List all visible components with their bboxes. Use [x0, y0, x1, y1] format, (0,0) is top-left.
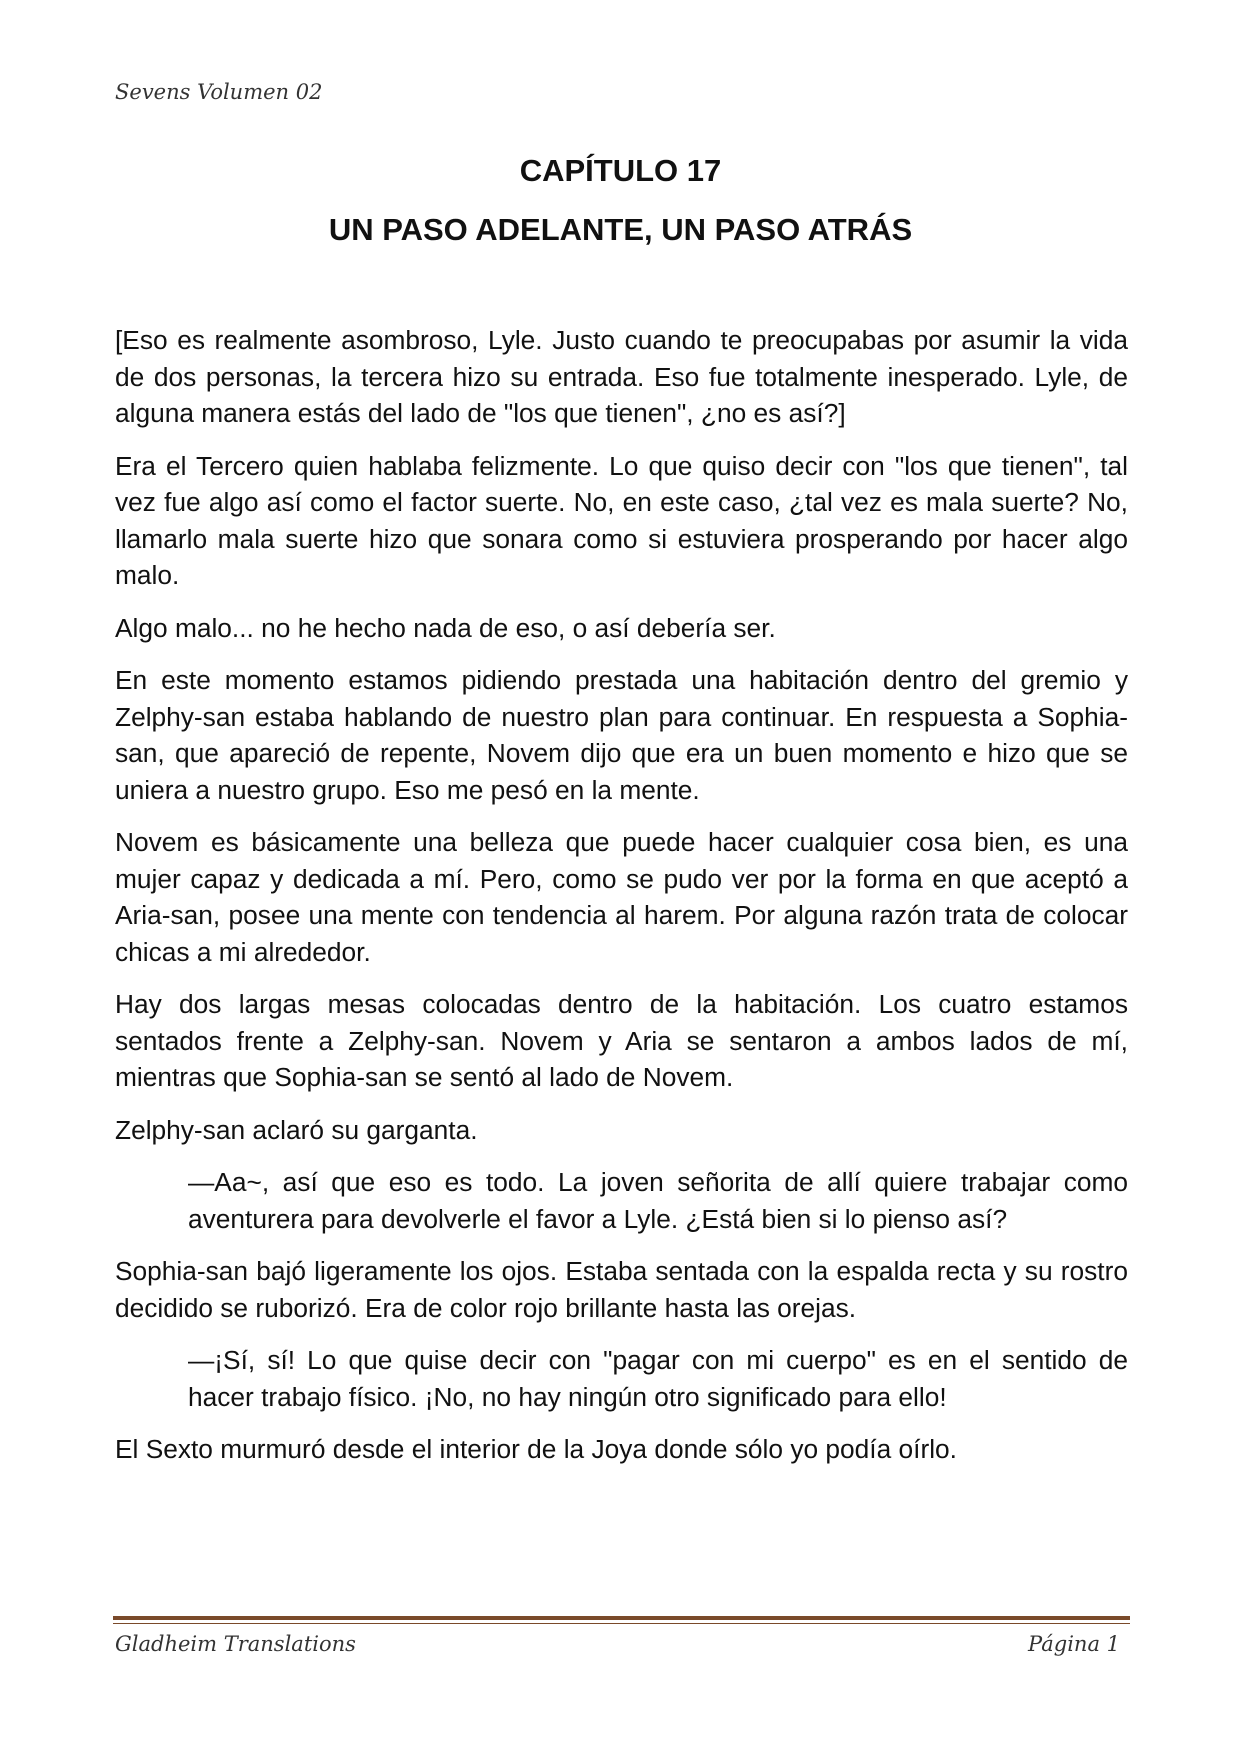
- footer-rule: [113, 1616, 1130, 1620]
- paragraph: Sophia-san bajó ligeramente los ojos. Estaba sentada con la espalda recta y su rostro decidido se ruborizó. Era de color rojo brillante hasta las orejas.: [115, 1256, 1128, 1323]
- running-header: Sevens Volumen 02: [115, 80, 323, 104]
- paragraph: El Sexto murmuró desde el interior de la Joya donde sólo yo podía oírlo.: [115, 1434, 957, 1464]
- paragraph: Novem es básicamente una belleza que puede hacer cualquier cosa bien, es una mujer capaz y dedicada a mí. Pero, como se pudo ver por la forma en que aceptó a Aria-san, posee una mente con tendencia al harem. Por alguna razón trata de colocar chicas a mi alrededor.: [115, 827, 1128, 967]
- paragraph: [Eso es realmente asombroso, Lyle. Justo cuando te preocupabas por asumir la vida de dos personas, la tercera hizo su entrada. Eso fue totalmente inesperado. Lyle, de alguna manera estás del lado de "los que tienen", ¿no es así?]: [115, 325, 1128, 428]
- paragraph: Algo malo... no he hecho nada de eso, o así debería ser.: [115, 612, 776, 643]
- footer-rule-thin: [113, 1623, 1130, 1624]
- paragraph: Zelphy-san aclaró su garganta.: [115, 1114, 478, 1145]
- dialogue-paragraph: —Aa~, así que eso es todo. La joven señorita de allí quiere trabajar como aventurera para devolverle el favor a Lyle. ¿Está bien si lo pienso así?: [188, 1167, 1128, 1234]
- chapter-title: UN PASO ADELANTE, UN PASO ATRÁS: [328, 212, 913, 247]
- paragraph: En este momento estamos pidiendo prestada una habitación dentro del gremio y Zelphy-san estaba hablando de nuestro plan para continuar. En respuesta a Sophia-san, que apareció de repente, Novem dijo que era un buen momento e hizo que se uniera a nuestro grupo. Eso me pesó en la mente.: [115, 665, 1128, 805]
- paragraph: Era el Tercero quien hablaba felizmente. Lo que quiso decir con "los que tienen", tal vez fue algo así como el factor suerte. No, en este caso, ¿tal vez es mala suerte? No, llamarlo mala suerte hizo que sonara como si estuviera prosperando por hacer algo malo.: [115, 450, 1128, 590]
- chapter-number: CAPÍTULO 17: [519, 153, 722, 188]
- footer-publisher: Gladheim Translations: [115, 1632, 356, 1656]
- chapter-body: [115, 322, 1128, 1484]
- page-number: Página 1: [1028, 1632, 1120, 1656]
- dialogue-paragraph: —¡Sí, sí! Lo que quise decir con "pagar con mi cuerpo" es en el sentido de hacer trabajo físico. ¡No, no hay ningún otro significado para ello!: [188, 1345, 1128, 1412]
- paragraph: Hay dos largas mesas colocadas dentro de la habitación. Los cuatro estamos sentados frente a Zelphy-san. Novem y Aria se sentaron a ambos lados de mí, mientras que Sophia-san se sentó al lado de Novem.: [115, 989, 1128, 1092]
